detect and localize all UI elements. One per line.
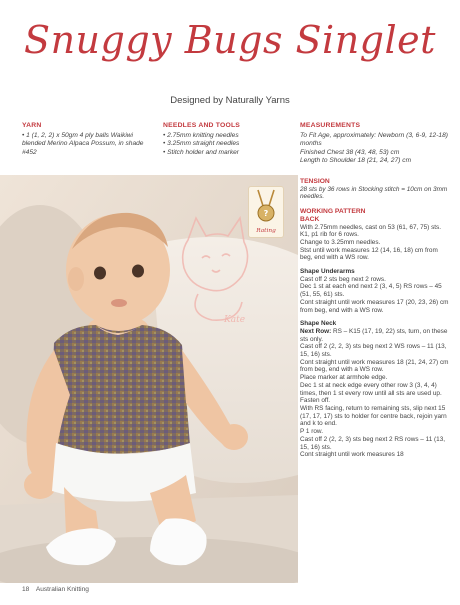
pattern-title: Snuggy Bugs Singlet	[24, 18, 436, 62]
measurements-heading: MEASUREMENTS	[300, 122, 361, 129]
neck-line: Dec 1 st at neck edge every other row 3 (3, 4, 4) times, then 1 st every row until all sts are used up. Fasten off.	[300, 381, 442, 405]
back-line: Change to 3.25mm needles.	[300, 238, 381, 246]
measurements-section	[300, 122, 448, 165]
needles-item: • 3.25mm straight needles	[163, 140, 240, 148]
underarms-line: Dec 1 st at each end next 2 (3, 4, 5) RS rows – 45 (51, 55, 61) sts.	[300, 283, 442, 299]
needles-item: • Stitch holder and marker	[163, 148, 239, 156]
measurements-age: To Fit Age, approximately: Newborn (3, 6-9, 12-18) months	[300, 132, 448, 148]
rating-badge	[248, 186, 284, 238]
yarn-section	[22, 122, 152, 157]
tension-text: 28 sts by 36 rows in Stocking stitch = 10cm on 3mm needles.	[300, 185, 448, 201]
neck-line: Cont straight until work measures 18	[300, 451, 404, 459]
neck-line: Cast off 2 (2, 2, 3) sts beg next 2 WS rows – 11 (13, 15, 16) sts.	[300, 343, 447, 359]
neck-line: P 1 row.	[300, 428, 323, 436]
neck-line: With RS facing, return to remaining sts, slip next 15 (17, 17, 17) sts to holder for centre back, rejoin yarn and k to end.	[300, 404, 447, 428]
back-line: Stst until work measures 12 (14, 16, 18) cm from beg, end with a WS row.	[300, 246, 438, 262]
designer-byline: Designed by Naturally Yarns	[170, 95, 290, 106]
working-pattern-heading: WORKING PATTERN	[300, 208, 366, 216]
watermark-label: Kate	[224, 315, 246, 325]
underarms-line: Cast off 2 sts beg next 2 rows.	[300, 275, 386, 283]
measurements-chest: Finished Chest 38 (43, 48, 53) cm	[300, 148, 400, 156]
underarms-heading: Shape Underarms	[300, 268, 355, 276]
needles-heading: NEEDLES AND TOOLS	[163, 122, 241, 129]
back-heading: BACK	[300, 215, 320, 223]
rating-label: Rating	[256, 228, 276, 234]
neck-line: Cast off 2 (2, 2, 3) sts beg next 2 RS rows – 11 (13, 15, 16) sts.	[300, 435, 446, 451]
pattern-instructions	[300, 178, 450, 459]
needles-list	[163, 132, 283, 157]
page-number: 18	[22, 586, 30, 593]
back-line: With 2.75mm needles, cast on 53 (61, 67, 75) sts.	[300, 223, 442, 231]
next-row-label: Next Row:	[300, 327, 332, 335]
tension-heading: TENSION	[300, 178, 330, 185]
cat-watermark-icon	[168, 210, 258, 330]
svg-text:?: ?	[263, 209, 269, 218]
neck-line: Place marker at armhole edge.	[300, 374, 388, 382]
magazine-name: Australian Knitting	[35, 586, 89, 593]
neck-heading: Shape Neck	[300, 320, 337, 328]
yarn-text: • 1 (1, 2, 2) x 50gm 4 ply balls Waikiwi blended Merino Alpaca Possum, in shade #452	[22, 132, 144, 156]
needles-item: • 2.75mm knitting needles	[163, 132, 239, 140]
back-line: K1, p1 rib for 6 rows.	[300, 231, 359, 239]
yarn-heading: YARN	[22, 122, 42, 129]
next-row-line	[300, 328, 450, 343]
next-row-text: RS – K15 (17, 19, 22) sts, turn, on these sts only.	[300, 327, 448, 343]
underarms-line: Cont straight until work measures 17 (20, 23, 26) cm from beg, end with a WS row.	[300, 298, 449, 314]
knitting-needle-icon	[249, 187, 283, 225]
page-footer	[22, 586, 89, 593]
neck-line: Cont straight until work measures 18 (21, 24, 27) cm from beg, end with a WS row.	[300, 358, 449, 374]
needles-section	[163, 122, 283, 157]
measurements-length: Length to Shoulder 18 (21, 24, 27) cm	[300, 156, 412, 164]
